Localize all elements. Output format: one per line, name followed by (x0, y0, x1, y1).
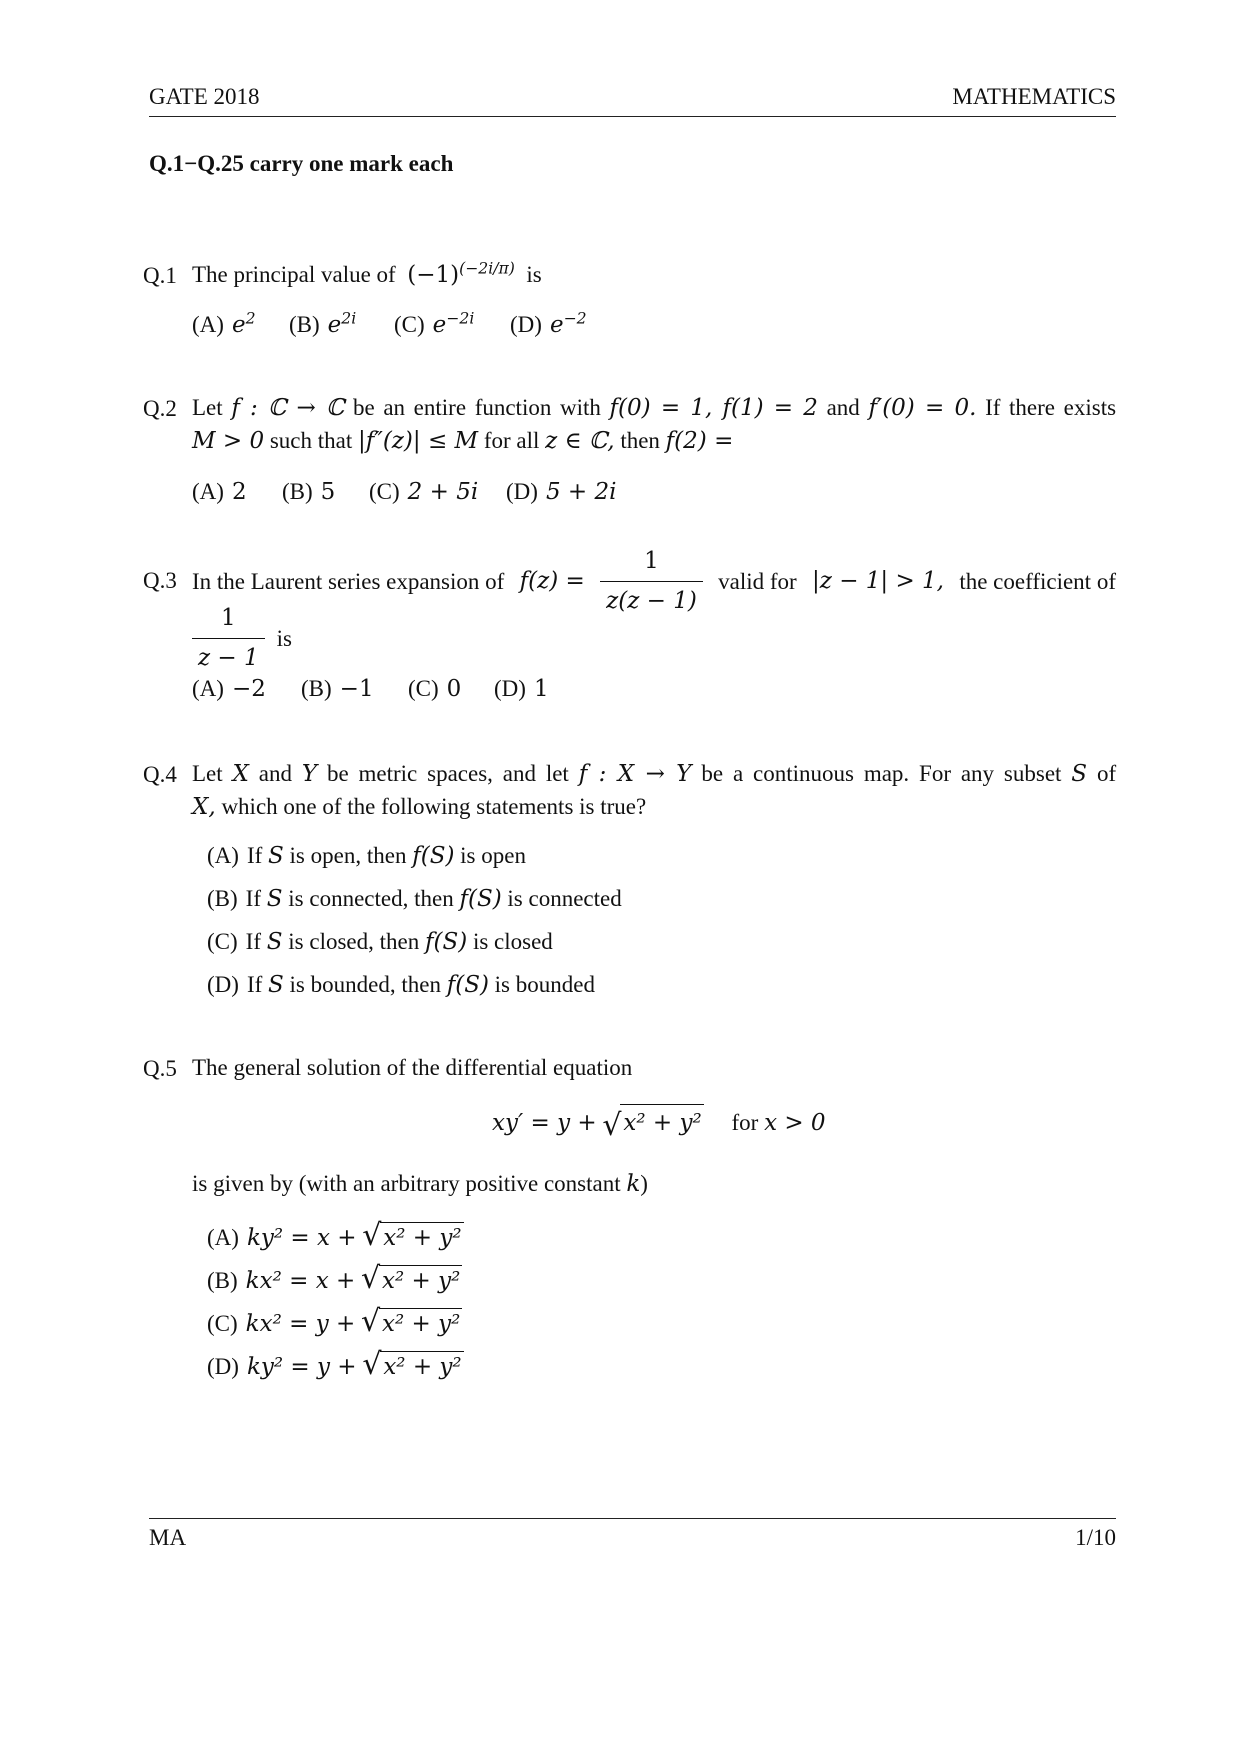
q3-option-d[interactable]: (D) 1 (494, 676, 549, 702)
header-left: GATE 2018 (149, 84, 260, 109)
question-2-line-1: Let f : ℂ → ℂ be an entire function with f(0) = 1, f(1) = 2 and f′(0) = 0. If there exists (192, 395, 1117, 421)
question-5-number: Q.5 (143, 1056, 177, 1081)
question-3-line-2: $\frac{1}{z - 1}$ is (192, 602, 292, 675)
q5-option-c[interactable]: (C) kx² = y + √ x² + y² (207, 1304, 461, 1339)
q4-option-b[interactable]: (B) If S is connected, then f(S) is connected (207, 886, 622, 912)
q5-option-b[interactable]: (B) kx² = x + √ x² + y² (207, 1261, 461, 1296)
q3-option-a[interactable]: (A) −2 (192, 676, 266, 702)
question-4-number: Q.4 (143, 762, 177, 787)
question-4-line-1: Let X and Y be metric spaces, and let f : X → Y be a continuous map. For any subset S of (192, 761, 1117, 787)
q3-option-b[interactable]: (B) −1 (301, 676, 374, 702)
question-3-number: Q.3 (143, 568, 177, 593)
question-1-number: Q.1 (143, 263, 177, 288)
q4-option-c[interactable]: (C) If S is closed, then f(S) is closed (207, 929, 553, 955)
q1-option-c[interactable]: (C) $e^{-2i}$ (394, 308, 475, 338)
question-4-line-2: X, which one of the following statements is true? (192, 794, 647, 820)
q2-option-c[interactable]: (C) 2 + 5i (369, 479, 479, 505)
question-2-number: Q.2 (143, 396, 177, 421)
q2-option-b[interactable]: (B) 5 (282, 479, 336, 505)
q5-sqrt: √ x² + y² (602, 1104, 703, 1140)
q1-option-b[interactable]: (B) $e^{2i}$ (289, 308, 357, 338)
section-title: Q.1−Q.25 carry one mark each (149, 151, 454, 176)
footer-left: MA (149, 1525, 187, 1550)
q1-option-d[interactable]: (D) $e^{-2}$ (510, 308, 587, 338)
q3-option-c[interactable]: (C) 0 (408, 676, 462, 702)
q4-option-a[interactable]: (A) If S is open, then f(S) is open (207, 843, 526, 869)
question-3-line-1: In the Laurent series expansion of f(z) = $\frac{1}{z(z - 1)}$ valid for |z − 1| > 1, the coefficient of (192, 545, 1116, 618)
footer-rule (149, 1518, 1116, 1519)
q2-option-a[interactable]: (A) 2 (192, 479, 247, 505)
question-5-text: The general solution of the differential equation (192, 1055, 633, 1080)
q3-fraction-main: $\frac{1}{z(z - 1)}$ (600, 545, 703, 618)
header-rule (149, 116, 1116, 117)
q5-option-a[interactable]: (A) ky² = x + √ x² + y² (207, 1218, 462, 1253)
question-2-line-2: M > 0 such that |f″(z)| ≤ M for all z ∈ ℂ, then f(2) = (192, 428, 734, 454)
page-number: 1/10 (1075, 1525, 1116, 1550)
q5-option-d[interactable]: (D) ky² = y + √ x² + y² (207, 1347, 462, 1382)
question-5-text-2: is given by (with an arbitrary positive constant k) (192, 1171, 648, 1197)
q4-option-d[interactable]: (D) If S is bounded, then f(S) is bounded (207, 972, 595, 998)
q1-expression: $(-1)^{(-2i/\pi)}$ (407, 258, 515, 288)
question-5-equation: xy′ = y + √ x² + y² for x > 0 (492, 1104, 826, 1140)
q3-fraction-coefficient: $\frac{1}{z - 1}$ (192, 602, 265, 675)
q1-option-a[interactable]: (A) $e^2$ (192, 308, 256, 338)
header-right: MATHEMATICS (952, 84, 1116, 109)
q2-option-d[interactable]: (D) 5 + 2i (506, 479, 617, 505)
question-1-text: The principal value of $(-1)^{(-2i/\pi)}$ is (192, 258, 542, 288)
